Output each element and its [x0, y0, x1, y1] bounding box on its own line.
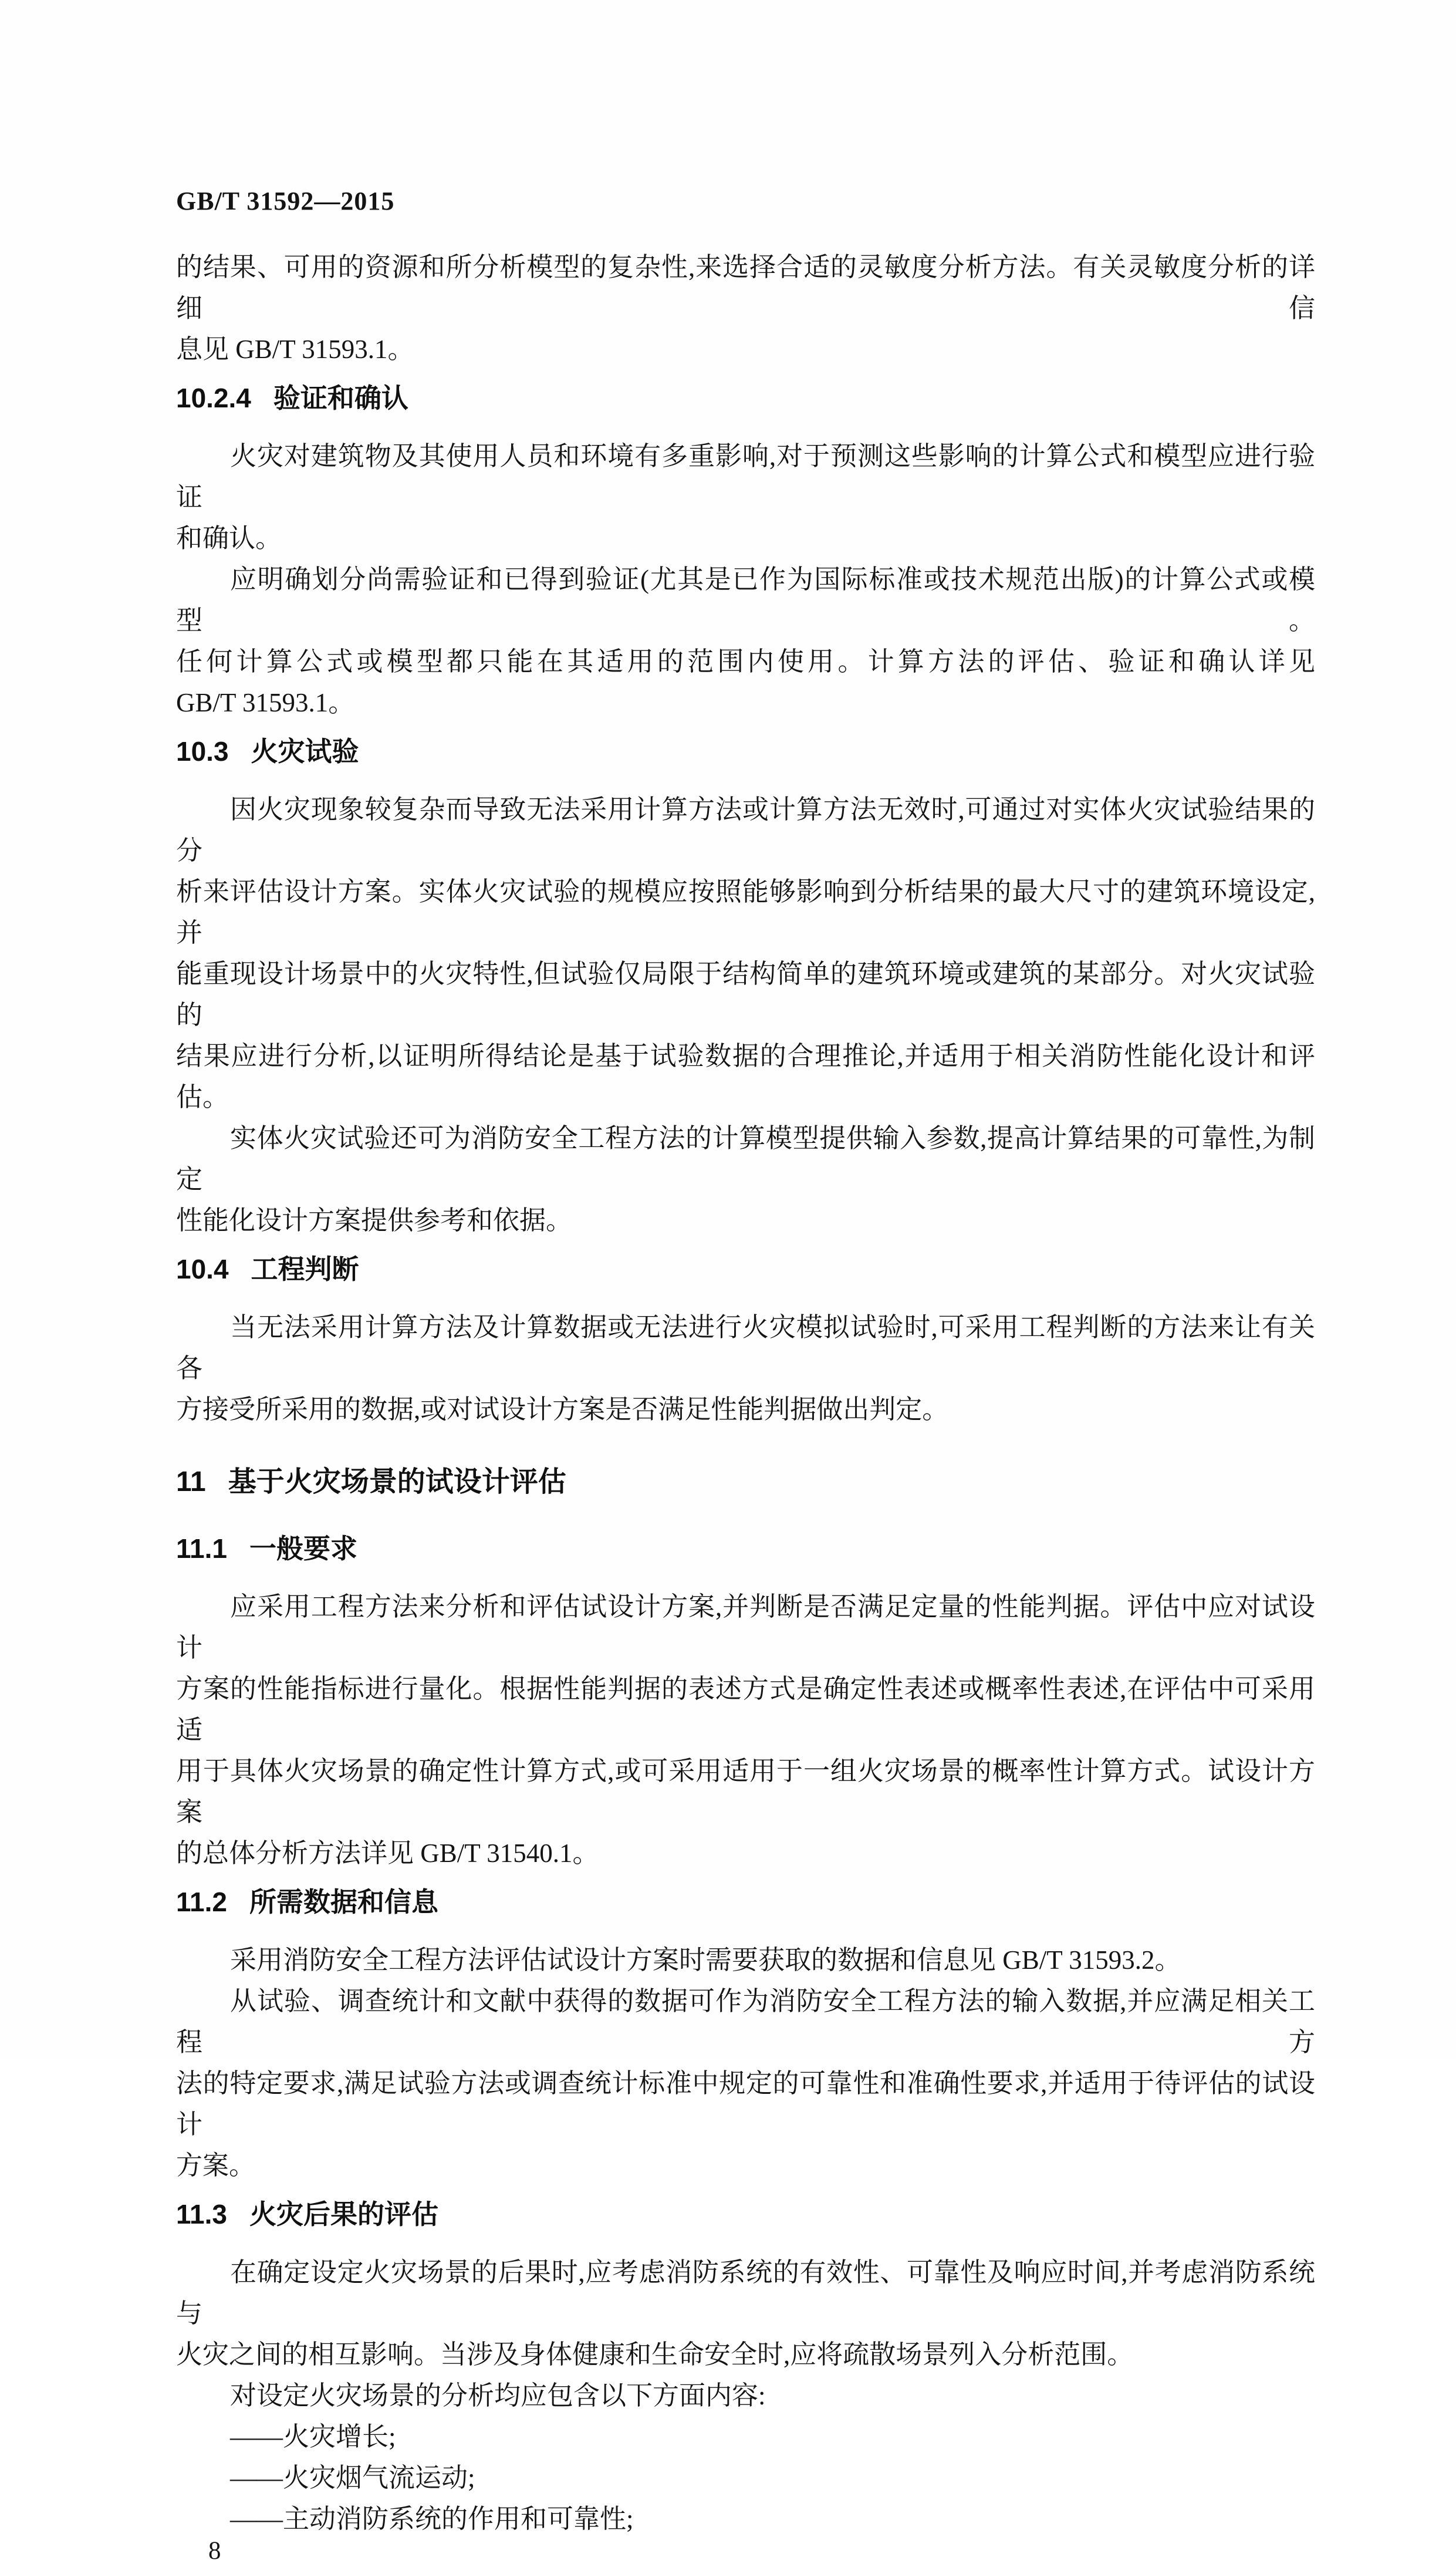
list-item: ——主动消防系统的作用和可靠性;	[230, 2504, 634, 2534]
paragraph-line: 采用消防安全工程方法评估试设计方案时需要获取的数据和信息见 GB/T 31593.2。	[230, 1945, 1181, 1975]
paragraph-line: 的结果、可用的资源和所分析模型的复杂性,来选择合适的灵敏度分析方法。有关灵敏度分析的详细信	[176, 252, 1315, 323]
paragraph-line: 结果应进行分析,以证明所得结论是基于试验数据的合理推论,并适用于相关消防性能化设计和评估。	[176, 1041, 1315, 1112]
heading-title: 一般要求	[249, 1533, 357, 1564]
paragraph-line: 能重现设计场景中的火灾特性,但试验仅局限于结构简单的建筑环境或建筑的某部分。对火灾试验的	[176, 959, 1315, 1030]
paragraph-line: 从试验、调查统计和文献中获得的数据可作为消防安全工程方法的输入数据,并应满足相关工程方	[176, 1986, 1315, 2057]
paragraph-line: 在确定设定火灾场景的后果时,应考虑消防系统的有效性、可靠性及响应时间,并考虑消防系统与	[176, 2258, 1315, 2328]
chapter-heading-11	[176, 1465, 1315, 1499]
paragraph-line: 息见 GB/T 31593.1。	[176, 335, 414, 364]
paragraph-line: 方案。	[176, 2151, 256, 2180]
section-heading-10-4	[176, 1253, 1315, 1286]
heading-title: 验证和确认	[273, 383, 408, 413]
heading-title: 工程判断	[251, 1254, 359, 1284]
paragraph-line: 方接受所采用的数据,或对试设计方案是否满足性能判据做出判定。	[176, 1395, 949, 1424]
section-heading-11-2	[176, 1885, 1315, 1918]
paragraph-line: 实体火灾试验还可为消防安全工程方法的计算模型提供输入参数,提高计算结果的可靠性,为制定	[176, 1124, 1315, 1194]
paragraph-line: 火灾对建筑物及其使用人员和环境有多重影响,对于预测这些影响的计算公式和模型应进行验证	[176, 441, 1315, 512]
paragraph-line: 析来评估设计方案。实体火灾试验的规模应按照能够影响到分析结果的最大尺寸的建筑环境设定,并	[176, 877, 1315, 947]
paragraph-line: 和确认。	[176, 524, 282, 553]
paragraph-line: 性能化设计方案提供参考和依据。	[176, 1206, 573, 1235]
paragraph-line: 应采用工程方法来分析和评估试设计方案,并判断是否满足定量的性能判据。评估中应对试设计	[176, 1592, 1315, 1662]
section-heading-10-3	[176, 735, 1315, 768]
standard-code: GB/T 31592—2015	[176, 187, 395, 215]
heading-title: 火灾后果的评估	[249, 2199, 438, 2229]
section-heading-11-1	[176, 1532, 1315, 1565]
list-item: ——火灾烟气流运动;	[230, 2463, 475, 2492]
paragraph-line: 火灾之间的相互影响。当涉及身体健康和生命安全时,应将疏散场景列入分析范围。	[176, 2340, 1134, 2369]
paragraph-line: 的总体分析方法详见 GB/T 31540.1。	[176, 1839, 599, 1868]
section-heading-11-3	[176, 2198, 1315, 2231]
heading-number: 10.2.4	[176, 383, 251, 413]
list-item: ——火灾增长;	[230, 2422, 396, 2451]
heading-number: 11.3	[176, 2199, 227, 2229]
page-number: 8	[208, 2537, 221, 2565]
paragraph-line: 对设定火灾场景的分析均应包含以下方面内容:	[230, 2381, 766, 2410]
heading-number: 10.3	[176, 736, 229, 767]
heading-number: 10.4	[176, 1254, 229, 1284]
heading-title: 基于火灾场景的试设计评估	[228, 1466, 566, 1497]
paragraph-line: 方案的性能指标进行量化。根据性能判据的表述方式是确定性表述或概率性表述,在评估中可采用适	[176, 1674, 1315, 1745]
paragraph-line: 法的特定要求,满足试验方法或调查统计标准中规定的可靠性和准确性要求,并适用于待评估的试设计	[176, 2069, 1315, 2139]
heading-number: 11.2	[176, 1887, 227, 1917]
heading-title: 火灾试验	[251, 736, 359, 767]
paragraph-line: 任何计算公式或模型都只能在其适用的范围内使用。计算方法的评估、验证和确认详见	[176, 647, 1315, 676]
paragraph-line: 当无法采用计算方法及计算数据或无法进行火灾模拟试验时,可采用工程判断的方法来让有关各	[176, 1313, 1315, 1383]
paragraph-line: 用于具体火灾场景的确定性计算方式,或可采用适用于一组火灾场景的概率性计算方式。试设计方案	[176, 1756, 1315, 1827]
paragraph-line: GB/T 31593.1。	[176, 688, 355, 717]
heading-title: 所需数据和信息	[249, 1887, 438, 1917]
paragraph-line: 应明确划分尚需验证和已得到验证(尤其是已作为国际标准或技术规范出版)的计算公式或模型。	[176, 565, 1315, 635]
paragraph-line: 因火灾现象较复杂而导致无法采用计算方法或计算方法无效时,可通过对实体火灾试验结果的分	[176, 795, 1315, 865]
section-heading-10-2-4	[176, 382, 1315, 414]
heading-number: 11.1	[176, 1533, 227, 1564]
heading-number: 11	[176, 1466, 206, 1497]
